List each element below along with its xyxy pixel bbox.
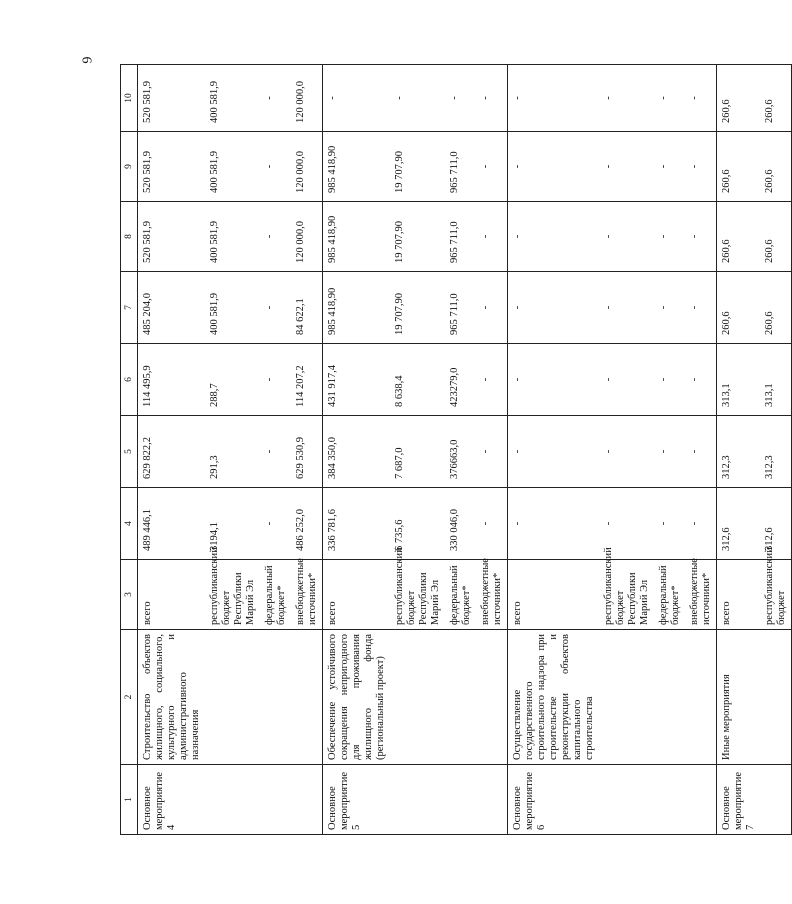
value-cell: 312,6 <box>760 488 792 560</box>
funding-source: внебюджетные источники* <box>685 560 717 630</box>
value-cell: 312,3 <box>760 416 792 488</box>
value-cell: - <box>599 344 654 416</box>
value-cell: 384 350,0 <box>323 416 391 488</box>
value-cell: 313,1 <box>717 344 761 416</box>
funding-source: всего <box>717 560 761 630</box>
value-cell: - <box>445 65 476 132</box>
activity-description: Обеспечение устойчивого сокращения непригодного для проживания жилищного фонда (региональный проект) <box>323 630 391 765</box>
activity-label <box>445 765 476 835</box>
value-cell: 260,6 <box>717 202 761 272</box>
value-cell: 431 917,4 <box>323 344 391 416</box>
activity-description <box>445 630 476 765</box>
value-cell: - <box>390 65 445 132</box>
table-row <box>138 65 206 835</box>
funding-source: республиканский бюджет Республики Марий Эл <box>599 560 654 630</box>
table-row <box>291 65 323 835</box>
value-cell: 400 581,9 <box>205 65 260 132</box>
activity-label: Основное мероприятие 6 <box>508 765 600 835</box>
value-cell: - <box>476 132 508 202</box>
value-cell: - <box>260 202 291 272</box>
value-cell: 19 707,90 <box>390 132 445 202</box>
value-cell: 260,6 <box>760 132 792 202</box>
value-cell: 114 207,2 <box>291 344 323 416</box>
activity-description <box>291 630 323 765</box>
value-cell: - <box>260 488 291 560</box>
rotated-table-container <box>120 65 787 835</box>
funding-source: республиканский бюджет <box>760 560 792 630</box>
table-row <box>760 65 792 835</box>
value-cell: - <box>599 132 654 202</box>
value-cell: - <box>599 416 654 488</box>
value-cell: - <box>508 202 600 272</box>
value-cell: - <box>685 65 717 132</box>
value-cell: 629 530,9 <box>291 416 323 488</box>
value-cell: 3194,1 <box>205 488 260 560</box>
value-cell: 288,7 <box>205 344 260 416</box>
value-cell: 489 446,1 <box>138 488 206 560</box>
value-cell: 260,6 <box>760 65 792 132</box>
budget-table <box>120 64 792 835</box>
value-cell: - <box>260 344 291 416</box>
value-cell: 985 418,90 <box>323 132 391 202</box>
value-cell: 260,6 <box>717 272 761 344</box>
activity-label <box>260 765 291 835</box>
value-cell: - <box>685 272 717 344</box>
value-cell: - <box>508 272 600 344</box>
value-cell: 312,3 <box>717 416 761 488</box>
table-row <box>508 65 600 835</box>
value-cell: - <box>654 272 685 344</box>
table-row <box>390 65 445 835</box>
value-cell: 485 204,0 <box>138 272 206 344</box>
value-cell: - <box>599 272 654 344</box>
value-cell: 114 495,9 <box>138 344 206 416</box>
value-cell: 260,6 <box>760 272 792 344</box>
value-cell: 260,6 <box>717 65 761 132</box>
funding-source: всего <box>323 560 391 630</box>
activity-description <box>476 630 508 765</box>
activity-label <box>390 765 445 835</box>
value-cell: 985 418,90 <box>323 202 391 272</box>
activity-description: Строительство объектов жилищного, социального, культурного и административного назначения <box>138 630 206 765</box>
value-cell: 520 581,9 <box>138 132 206 202</box>
header-cell: 9 <box>121 132 138 202</box>
activity-label <box>654 765 685 835</box>
value-cell: 313,1 <box>760 344 792 416</box>
value-cell: 260,6 <box>760 202 792 272</box>
value-cell: - <box>599 65 654 132</box>
value-cell: - <box>260 132 291 202</box>
table-row <box>476 65 508 835</box>
activity-description <box>390 630 445 765</box>
value-cell: - <box>508 132 600 202</box>
activity-description: Осуществление государственного строительного надзора при строительстве и реконструкции объектов капитального строительства <box>508 630 600 765</box>
activity-label <box>685 765 717 835</box>
value-cell: - <box>654 416 685 488</box>
value-cell: 400 581,9 <box>205 272 260 344</box>
activity-label <box>205 765 260 835</box>
value-cell: - <box>508 416 600 488</box>
value-cell: - <box>654 488 685 560</box>
value-cell: - <box>476 65 508 132</box>
activity-description <box>685 630 717 765</box>
table-row <box>323 65 391 835</box>
value-cell: 423279,0 <box>445 344 476 416</box>
value-cell: - <box>508 65 600 132</box>
funding-source: республиканский бюджет Республики Марий Эл <box>390 560 445 630</box>
activity-label: Основное мероприятие 5 <box>323 765 391 835</box>
header-cell: 6 <box>121 344 138 416</box>
header-cell: 1 <box>121 765 138 835</box>
table-row <box>717 65 761 835</box>
header-cell: 3 <box>121 560 138 630</box>
header-cell: 8 <box>121 202 138 272</box>
table-row <box>260 65 291 835</box>
value-cell: - <box>476 416 508 488</box>
header-cell: 2 <box>121 630 138 765</box>
funding-source: всего <box>508 560 600 630</box>
value-cell: 965 711,0 <box>445 202 476 272</box>
activity-description: Иные мероприятия <box>717 630 761 765</box>
table-row <box>685 65 717 835</box>
value-cell: - <box>476 202 508 272</box>
value-cell: 520 581,9 <box>138 202 206 272</box>
value-cell: - <box>654 132 685 202</box>
value-cell: 400 581,9 <box>205 132 260 202</box>
value-cell: - <box>260 65 291 132</box>
header-cell: 10 <box>121 65 138 132</box>
value-cell: - <box>508 488 600 560</box>
value-cell: 985 418,90 <box>323 272 391 344</box>
value-cell: 376663,0 <box>445 416 476 488</box>
header-row <box>121 65 138 835</box>
activity-label <box>476 765 508 835</box>
header-cell: 7 <box>121 272 138 344</box>
activity-description <box>599 630 654 765</box>
value-cell: - <box>476 488 508 560</box>
value-cell: 19 707,90 <box>390 202 445 272</box>
value-cell: - <box>654 65 685 132</box>
value-cell: - <box>654 344 685 416</box>
value-cell: 336 781,6 <box>323 488 391 560</box>
activity-label <box>291 765 323 835</box>
value-cell: 260,6 <box>717 132 761 202</box>
activity-description <box>260 630 291 765</box>
table-header <box>121 65 138 835</box>
header-cell: 5 <box>121 416 138 488</box>
value-cell: 965 711,0 <box>445 132 476 202</box>
funding-source: внебюджетные источники* <box>291 560 323 630</box>
value-cell: - <box>508 344 600 416</box>
funding-source: федеральный бюджет* <box>654 560 685 630</box>
value-cell: - <box>260 272 291 344</box>
value-cell: - <box>654 202 685 272</box>
table-row <box>599 65 654 835</box>
value-cell: - <box>599 488 654 560</box>
value-cell: 629 822,2 <box>138 416 206 488</box>
page-number: 6 <box>78 56 94 64</box>
value-cell: 520 581,9 <box>138 65 206 132</box>
value-cell: 486 252,0 <box>291 488 323 560</box>
activity-description <box>205 630 260 765</box>
value-cell: - <box>260 416 291 488</box>
activity-label: Основное мероприятие 7 <box>717 765 761 835</box>
table-body <box>138 65 792 835</box>
value-cell: - <box>685 132 717 202</box>
activity-description <box>760 630 792 765</box>
value-cell: 291,3 <box>205 416 260 488</box>
value-cell: - <box>685 416 717 488</box>
value-cell: - <box>476 344 508 416</box>
value-cell: - <box>685 488 717 560</box>
funding-source: федеральный бюджет* <box>260 560 291 630</box>
value-cell: 84 622,1 <box>291 272 323 344</box>
value-cell: - <box>685 344 717 416</box>
funding-source: всего <box>138 560 206 630</box>
value-cell: - <box>599 202 654 272</box>
table-row <box>654 65 685 835</box>
value-cell: 120 000,0 <box>291 132 323 202</box>
activity-label <box>599 765 654 835</box>
value-cell: - <box>476 272 508 344</box>
table-row <box>205 65 260 835</box>
value-cell: 965 711,0 <box>445 272 476 344</box>
value-cell: 330 046,0 <box>445 488 476 560</box>
value-cell: 120 000,0 <box>291 65 323 132</box>
funding-source: республиканский бюджет Республики Марий Эл <box>205 560 260 630</box>
funding-source: федеральный бюджет* <box>445 560 476 630</box>
value-cell: - <box>323 65 391 132</box>
value-cell: 400 581,9 <box>205 202 260 272</box>
activity-description <box>654 630 685 765</box>
value-cell: 312,6 <box>717 488 761 560</box>
funding-source: внебюджетные источники* <box>476 560 508 630</box>
activity-label <box>760 765 792 835</box>
table-row <box>445 65 476 835</box>
header-cell: 4 <box>121 488 138 560</box>
value-cell: 19 707,90 <box>390 272 445 344</box>
value-cell: 6 735,6 <box>390 488 445 560</box>
value-cell: 120 000,0 <box>291 202 323 272</box>
value-cell: 7 687,0 <box>390 416 445 488</box>
value-cell: - <box>685 202 717 272</box>
activity-label: Основное мероприятие 4 <box>138 765 206 835</box>
value-cell: 8 638,4 <box>390 344 445 416</box>
